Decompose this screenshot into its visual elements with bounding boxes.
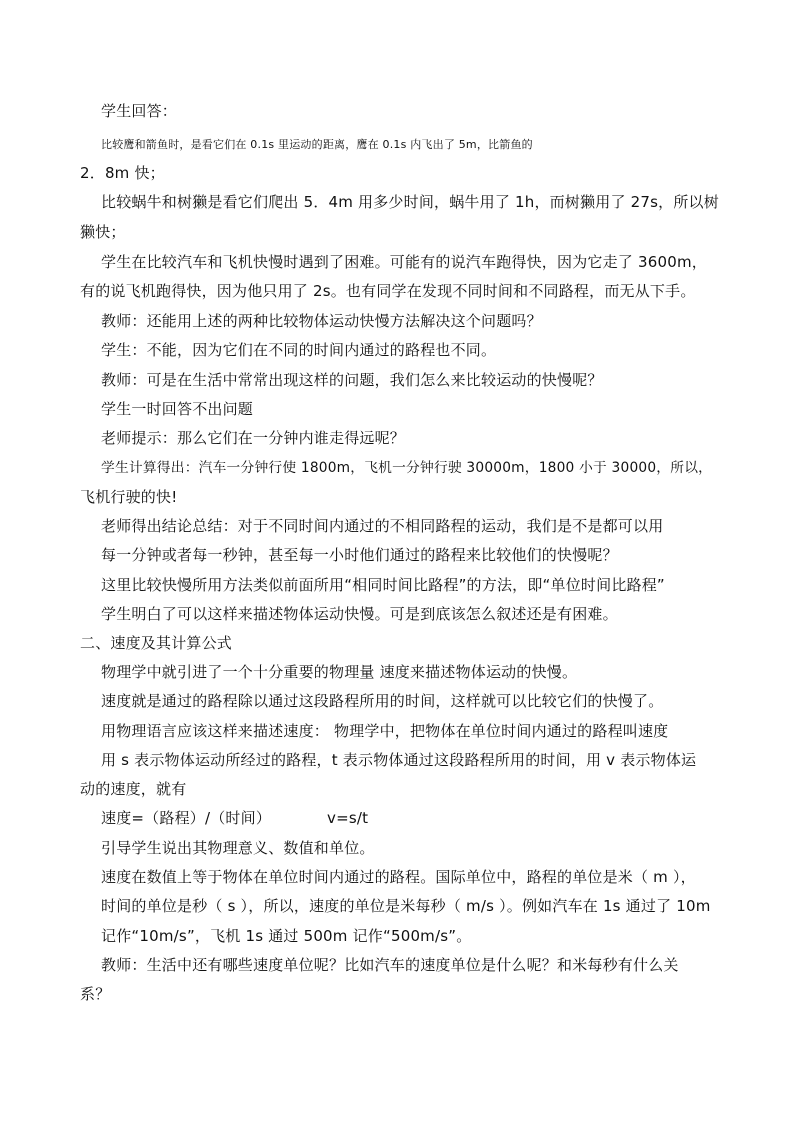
paragraph-line: 系？ <box>80 985 111 1003</box>
paragraph-line: 用物理语言应该这样来描述速度： 物理学中，把物体在单位时间内通过的路程叫速度 <box>101 722 669 740</box>
paragraph-line: 学生在比较汽车和飞机快慢时遇到了困难。可能有的说汽车跑得快，因为它走了 3600m， <box>101 253 707 271</box>
paragraph-line: 速度就是通过的路程除以通过这段路程所用的时间，这样就可以比较它们的快慢了。 <box>101 692 664 710</box>
paragraph-line: 速度在数值上等于物体在单位时间内通过的路程。国际单位中，路程的单位是米（ m ）， <box>101 868 696 886</box>
paragraph-line: 时间的单位是秒（ s ），所以，速度的单位是米每秒（ m/s ）。例如汽车在 1s 通过了 10m <box>101 897 711 915</box>
paragraph-line: 2．8m 快； <box>80 164 165 182</box>
paragraph-line: 动的速度，就有 <box>80 780 187 798</box>
paragraph-line: 比较鹰和箭鱼时，是看它们在 0.1s 里运动的距离，鹰在 0.1s 内飞出了 5m，比箭鱼的 <box>101 138 533 151</box>
section-heading: 二、速度及其计算公式 <box>80 634 233 652</box>
paragraph-line: 物理学中就引进了一个十分重要的物理量 速度来描述物体运动的快慢。 <box>101 663 578 681</box>
paragraph-line: 引导学生说出其物理意义、数值和单位。 <box>101 839 375 857</box>
paragraph-line: 学生：不能，因为它们在不同的时间内通过的路程也不同。 <box>101 341 497 359</box>
paragraph-line: 学生一时回答不出问题 <box>101 400 254 418</box>
student-answer-heading: 学生回答： <box>101 102 178 120</box>
paragraph-line: 飞机行驶的快! <box>80 488 178 506</box>
paragraph-line: 这里比较快慢所用方法类似前面所用“相同时间比路程”的方法，即“单位时间比路程” <box>101 576 665 594</box>
paragraph-line: 教师：还能用上述的两种比较物体运动快慢方法解决这个问题吗？ <box>101 312 542 330</box>
paragraph-line: 教师：生活中还有哪些速度单位呢？比如汽车的速度单位是什么呢？和米每秒有什么关 <box>101 956 679 974</box>
paragraph-line: 有的说飞机跑得快，因为他只用了 2s。也有同学在发现不同时间和不同路程，而无从下手。 <box>80 282 696 300</box>
paragraph-line: 教师：可是在生活中常常出现这样的问题，我们怎么来比较运动的快慢呢？ <box>101 371 603 389</box>
paragraph-line: 学生明白了可以这样来描述物体运动快慢。可是到底该怎么叙述还是有困难。 <box>101 605 618 623</box>
paragraph-line: 学生计算得出：汽车一分钟行使 1800m，飞机一分钟行驶 30000m，1800 小于 30000，所以， <box>101 460 713 476</box>
formula-line <box>101 808 368 828</box>
formula-symbols: v=s/t <box>327 809 369 827</box>
paragraph-line: 獭快； <box>80 223 126 241</box>
paragraph-line: 老师得出结论总结：对于不同时间内通过的不相同路程的运动，我们是不是都可以用 <box>101 517 664 535</box>
paragraph-line: 记作“10m/s”，飞机 1s 通过 500m 记作“500m/s”。 <box>101 927 472 945</box>
paragraph-line: 用 s 表示物体运动所经过的路程，t 表示物体通过这段路程所用的时间，用 v 表示物体运 <box>101 751 697 769</box>
paragraph-line: 比较蜗牛和树獭是看它们爬出 5．4m 用多少时间，蜗牛用了 1h，而树獭用了 27s，所以树 <box>101 193 719 211</box>
paragraph-line: 每一分钟或者每一秒钟，甚至每一小时他们通过的路程来比较他们的快慢呢？ <box>101 546 618 564</box>
formula-words: 速度=（路程）/（时间） <box>101 809 272 827</box>
paragraph-line: 老师提示：那么它们在一分钟内谁走得远呢？ <box>101 429 406 447</box>
